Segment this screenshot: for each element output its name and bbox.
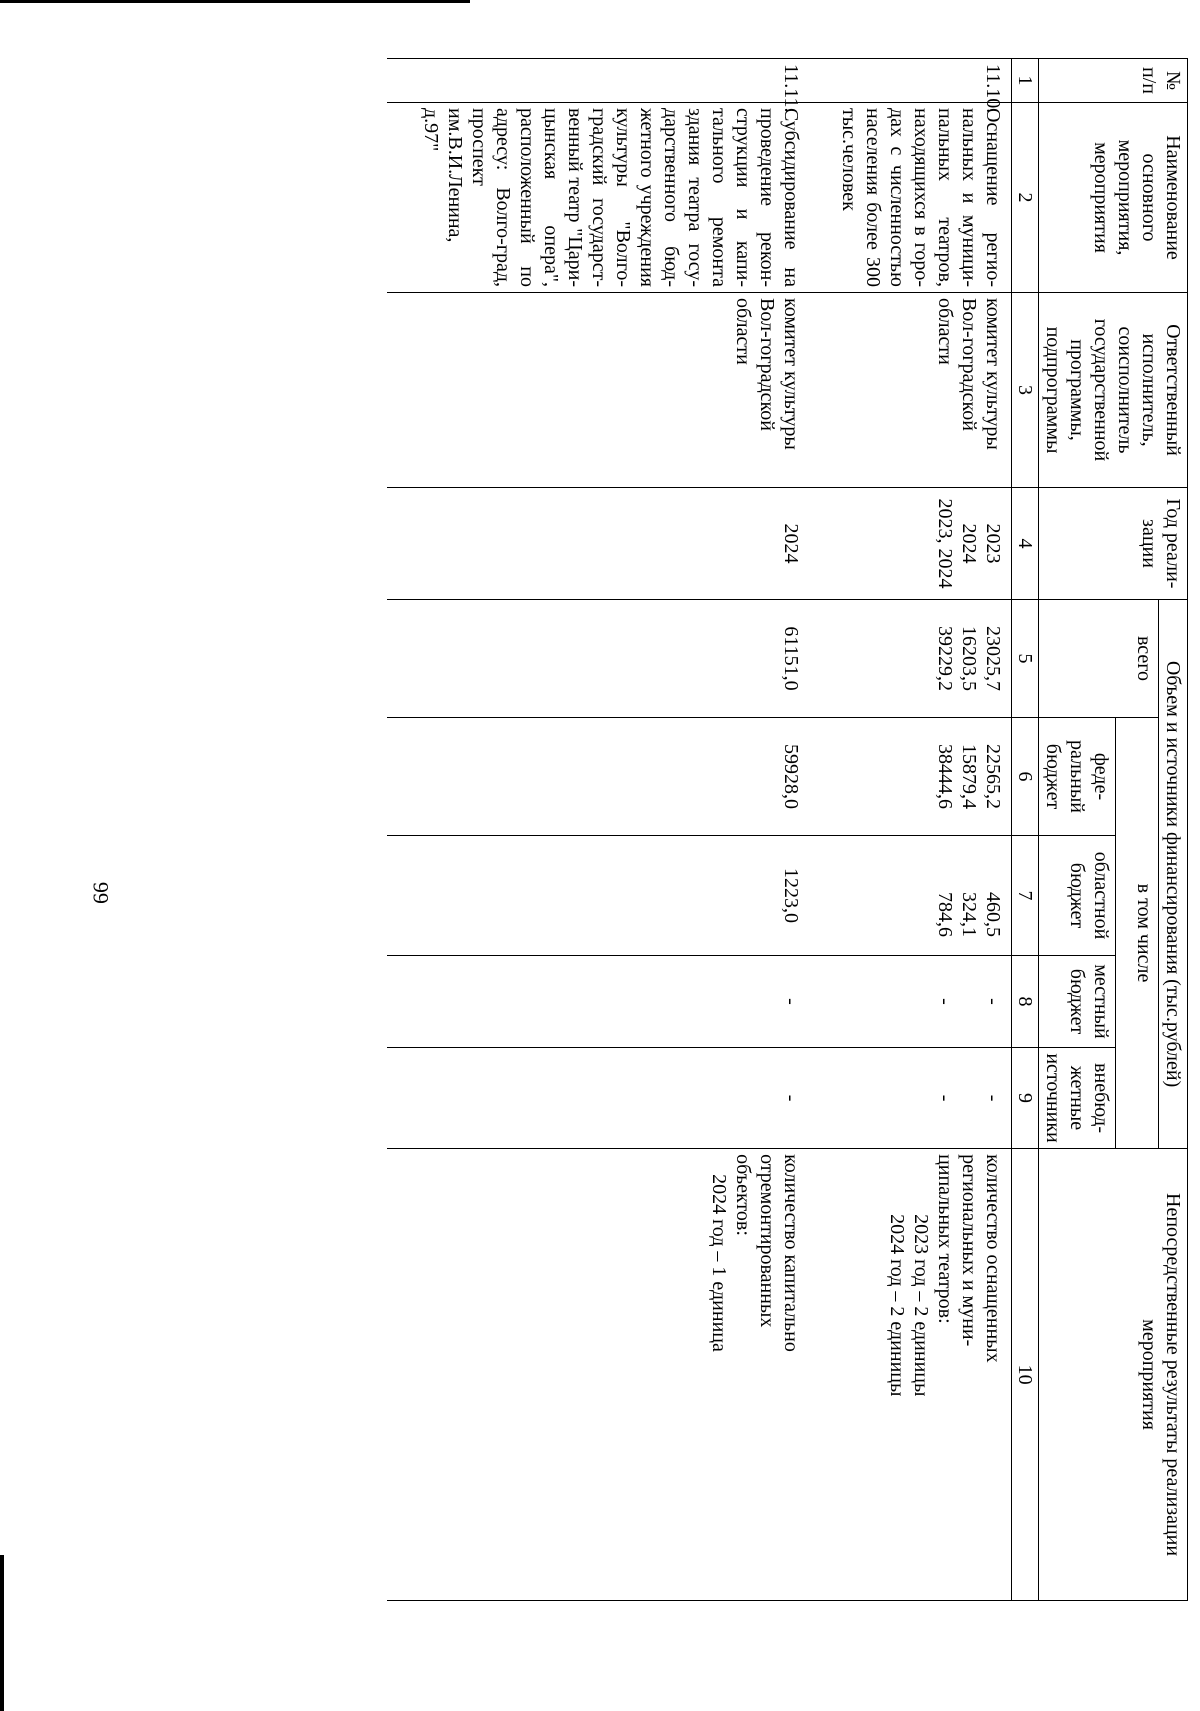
result-line: ципальных театров: xyxy=(934,1154,956,1324)
total-cell xyxy=(417,600,805,718)
header-total: всего xyxy=(1039,600,1159,718)
local-cell xyxy=(417,956,805,1048)
column-numbers-row xyxy=(1012,59,1039,1601)
years-cell xyxy=(835,488,1012,600)
total-value: 61151,0 xyxy=(780,626,802,691)
activity-name: Оснащение регио-нальных и муници-пальных театров, находящихся в горо-дах с численностью населения более 300 тыс.человек xyxy=(835,103,1012,293)
years-cell xyxy=(417,488,805,600)
scan-edge-left xyxy=(0,1555,4,1711)
header-num: № п/п xyxy=(1039,59,1188,103)
result-line: 2024 год – 1 единица xyxy=(708,1174,730,1352)
table-row xyxy=(417,59,805,1601)
col-number: 5 xyxy=(1012,600,1039,718)
extra-value: - xyxy=(934,1094,956,1102)
federal-value: 38444,6 xyxy=(934,744,956,809)
extra-cell xyxy=(417,1048,805,1149)
executor: комитет культуры Вол-гоградской области xyxy=(835,293,1012,488)
total-value: 39229,2 xyxy=(934,626,956,691)
local-value xyxy=(957,961,981,1042)
page-number: 66 xyxy=(88,882,113,904)
local-value: - xyxy=(780,998,802,1005)
regional-value: 784,6 xyxy=(934,892,956,937)
result-line: объектов: xyxy=(732,1154,754,1236)
rotated-table-sheet xyxy=(143,58,1188,1600)
regional-value: 1223,0 xyxy=(780,868,802,923)
local-cell xyxy=(835,956,1012,1048)
header-incl: в том числе xyxy=(1116,718,1159,1149)
extra-value: - xyxy=(780,1094,802,1102)
extra-value: - xyxy=(982,1094,1004,1102)
year-value: 2024 xyxy=(958,523,980,564)
col-number: 10 xyxy=(1012,1149,1039,1601)
local-value: - xyxy=(934,998,956,1005)
results-cell xyxy=(417,1149,805,1601)
extra-value xyxy=(957,1053,981,1143)
federal-value: 22565,2 xyxy=(982,744,1004,809)
federal-cell xyxy=(835,718,1012,836)
row-spacer xyxy=(805,59,835,1601)
row-number: 11.10. xyxy=(835,59,1012,103)
header-year: Год реали-зации xyxy=(1039,488,1188,600)
header-results: Непосредственные результаты реализации мероприятия xyxy=(1039,1149,1188,1601)
header-federal: феде-ральный бюджет xyxy=(1039,718,1116,836)
result-line: региональных и муни- xyxy=(958,1154,980,1347)
header-regional: областной бюджет xyxy=(1039,836,1116,956)
local-value: - xyxy=(982,998,1004,1005)
col-number: 1 xyxy=(1012,59,1039,103)
result-line: количество капитально xyxy=(780,1154,802,1352)
results-cell xyxy=(835,1149,1012,1601)
row-number: 11.11. xyxy=(417,59,805,103)
year-value: 2024 xyxy=(780,523,802,564)
year-value: 2023, 2024 xyxy=(934,498,956,589)
regional-value: 324,1 xyxy=(958,892,980,937)
total-value: 23025,7 xyxy=(982,626,1004,691)
activity-name: Субсидирование на проведение рекон-струкции и капи-тального ремонта здания театра госу-дарственного бюд-жетного учреждения культуры "Волго-градский государст-венный театр "Цари-цынская опера", расположенный по адресу: Волго-град, проспект им.В.И.Ленина, д.97" xyxy=(417,103,805,293)
regional-cell xyxy=(417,836,805,956)
total-cell xyxy=(835,600,1012,718)
result-line: количество оснащенных xyxy=(982,1154,1004,1363)
header-funding: Объем и источники финансирования (тыс.рублей) xyxy=(1159,600,1188,1149)
col-number: 4 xyxy=(1012,488,1039,600)
col-number: 2 xyxy=(1012,103,1039,293)
col-number: 6 xyxy=(1012,718,1039,836)
header-executor: Ответственный исполнитель, соисполнитель государственной программы, подпрограммы xyxy=(1039,293,1188,488)
federal-cell xyxy=(417,718,805,836)
regional-value: 460,5 xyxy=(982,892,1004,937)
executor: комитет культуры Вол-гоградской области xyxy=(417,293,805,488)
extra-cell xyxy=(835,1048,1012,1149)
program-activities-table xyxy=(387,58,1188,1601)
row-spacer xyxy=(387,59,417,1601)
total-value: 16203,5 xyxy=(958,626,980,691)
federal-value: 59928,0 xyxy=(780,744,802,809)
result-line: 2024 год – 2 единицы xyxy=(886,1214,908,1397)
regional-cell xyxy=(835,836,1012,956)
result-line: отремонтированных xyxy=(756,1154,778,1328)
header-name: Наименование основного мероприятия, мероприятия xyxy=(1039,103,1188,293)
col-number: 7 xyxy=(1012,836,1039,956)
table-row xyxy=(835,59,1012,1601)
col-number: 8 xyxy=(1012,956,1039,1048)
col-number: 9 xyxy=(1012,1048,1039,1149)
header-extra: внебюд-жетные источники xyxy=(1039,1048,1116,1149)
scan-edge-top xyxy=(0,0,470,3)
result-line: 2023 год – 2 единицы xyxy=(910,1214,932,1397)
year-value: 2023 xyxy=(982,523,1004,564)
federal-value: 15879,4 xyxy=(958,744,980,809)
col-number: 3 xyxy=(1012,293,1039,488)
header-local: местный бюджет xyxy=(1039,956,1116,1048)
